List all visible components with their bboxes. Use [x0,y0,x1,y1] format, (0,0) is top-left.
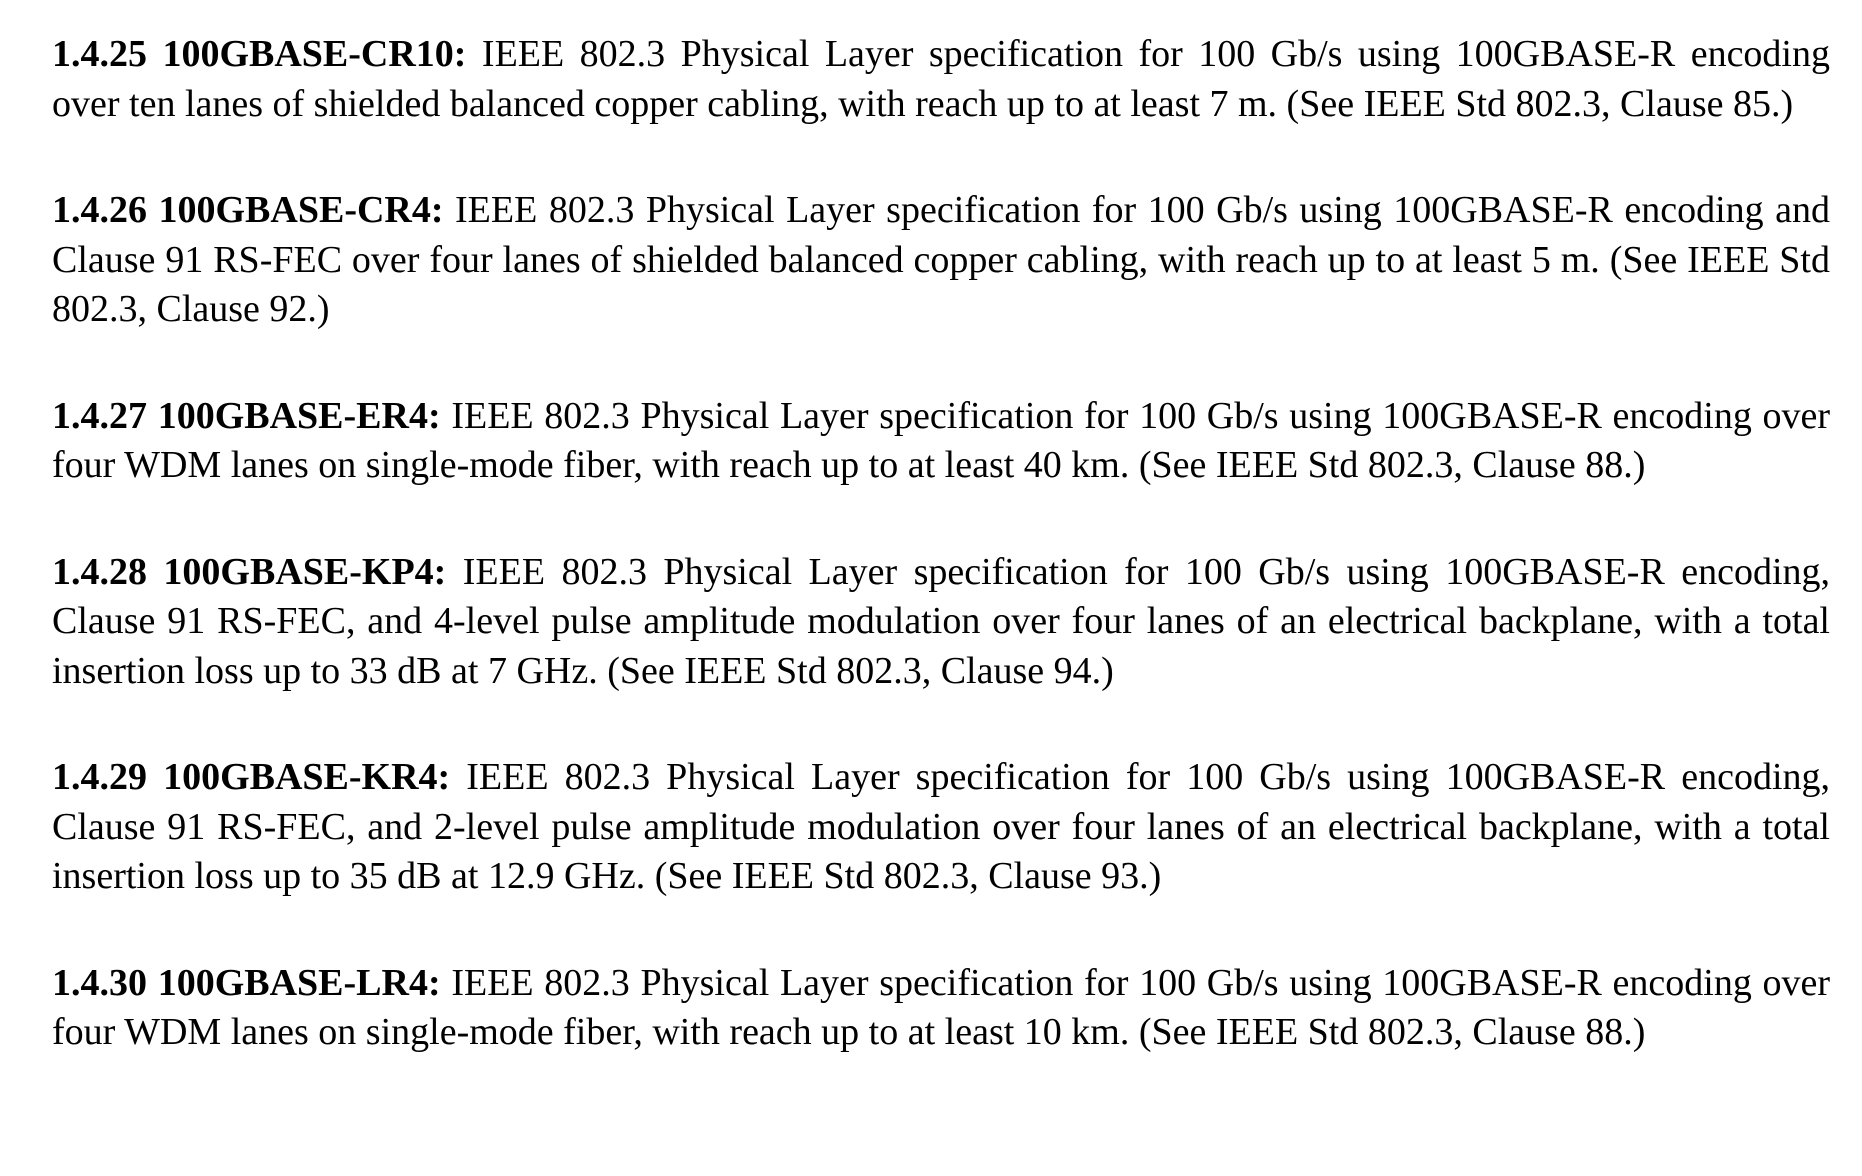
definition-term: 1.4.28 100GBASE-KP4: [52,550,447,593]
definition-text: IEEE 802.3 Physical Layer specification for 100 Gb/s using 100GBASE-R encoding over ten lanes of shielded balanced copper cabling, with reach up to at least 7 m. (See IEEE Std 802.3, Clause 85.) [52,33,1830,125]
definition-1-4-25 [52,30,1830,129]
definition-term: 1.4.29 100GBASE-KR4: [52,756,451,798]
definition-1-4-28 [52,548,1830,697]
definition-term: 1.4.26 100GBASE-CR4: [52,189,444,231]
definition-1-4-26 [52,186,1830,335]
definition-term: 1.4.25 100GBASE-CR10: [52,33,467,75]
definition-text: IEEE 802.3 Physical Layer specification for 100 Gb/s using 100GBASE-R encoding over four WDM lanes on single-mode fiber, with reach up to at least 40 km. (See IEEE Std 802.3, Clause 88.) [52,394,1831,486]
definition-text: IEEE 802.3 Physical Layer specification for 100 Gb/s using 100GBASE-R encoding over four WDM lanes on single-mode fiber, with reach up to at least 10 km. (See IEEE Std 802.3, Clause 88.) [52,961,1831,1053]
definition-text: IEEE 802.3 Physical Layer specification for 100 Gb/s using 100GBASE-R encoding and Clause 91 RS-FEC over four lanes of shielded balanced copper cabling, with reach up to at least 5 m. (See IEEE Std 802.3, Clause 92.) [52,189,1830,330]
definition-1-4-30 [52,959,1830,1058]
definition-term: 1.4.27 100GBASE-ER4: [52,394,441,437]
definition-1-4-27 [52,392,1830,491]
definition-text: IEEE 802.3 Physical Layer specification for 100 Gb/s using 100GBASE-R encoding, Clause 91 RS-FEC, and 2-level pulse amplitude modulation over four lanes of an electrical backplane, with a total insertion loss up to 35 dB at 12.9 GHz. (See IEEE Std 802.3, Clause 93.) [52,756,1830,897]
document-page [52,30,1830,1058]
definition-1-4-29 [52,753,1830,902]
definition-text: IEEE 802.3 Physical Layer specification for 100 Gb/s using 100GBASE-R encoding, Clause 91 RS-FEC, and 4-level pulse amplitude modulation over four lanes of an electrical backplane, with a total insertion loss up to 33 dB at 7 GHz. (See IEEE Std 802.3, Clause 94.) [52,550,1831,692]
definition-term: 1.4.30 100GBASE-LR4: [52,961,441,1004]
